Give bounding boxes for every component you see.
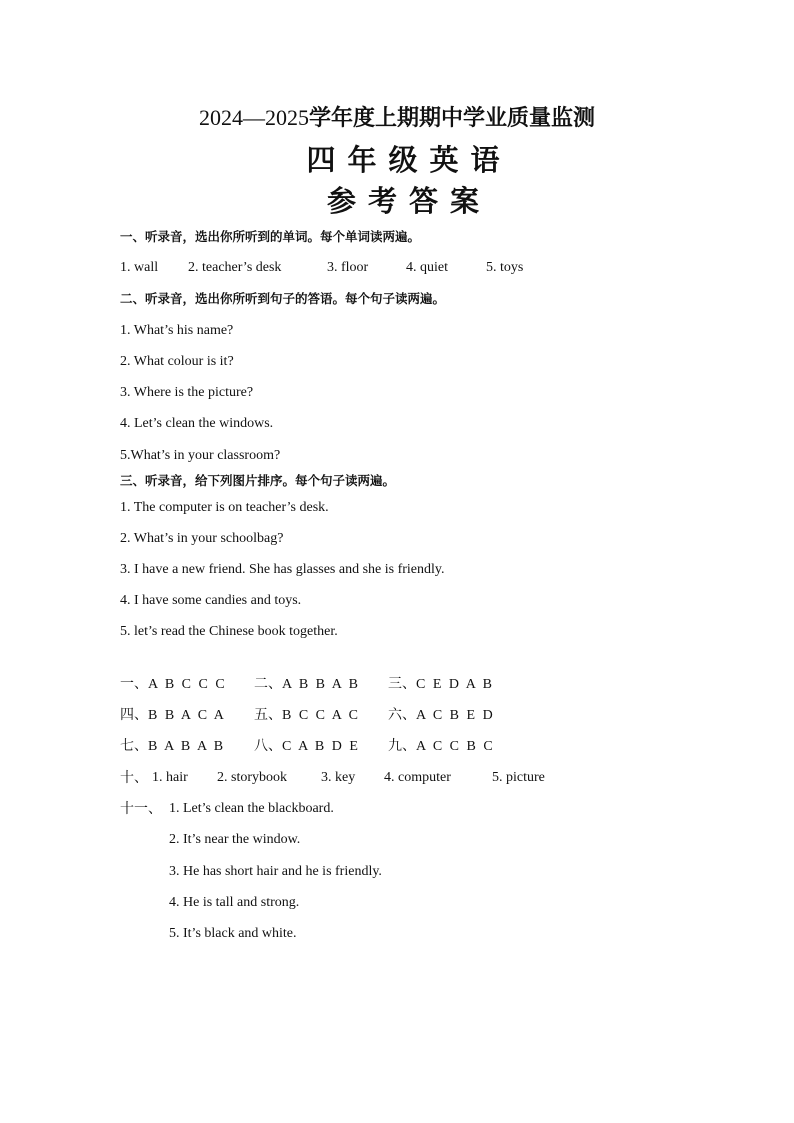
question-number: 六、 (388, 707, 416, 723)
ten-item: 4. computer (384, 770, 451, 785)
answer-letters: C E D A B (416, 677, 494, 692)
exam-title (0, 103, 794, 133)
section3-item: 3. I have a new friend. She has glasses and she is friendly. (120, 562, 445, 577)
question-number: 三、 (388, 676, 416, 692)
answer-letters: A C B E D (416, 708, 495, 723)
question-number: 一、 (120, 676, 148, 692)
answer-letters: A B B A B (282, 677, 360, 692)
eleven-item: 4. He is tall and strong. (169, 895, 300, 910)
year-range: 2024—2025 (198, 105, 309, 130)
section2-item: 2. What colour is it? (120, 354, 234, 369)
question-number: 七、 (120, 738, 148, 754)
ten-item: 5. picture (492, 770, 545, 785)
answer-letters: B A B A B (148, 739, 226, 754)
section2-item: 3. Where is the picture? (120, 385, 254, 400)
answer-letters: A B C C C (148, 677, 227, 692)
section3-heading: 三、听录音，给下列图片排序。每个句子读两遍。 (120, 473, 396, 488)
question-number: 二、 (254, 676, 282, 692)
exam-name: 学年度上期期中学业质量监测 (308, 105, 595, 131)
question-number: 十一、 (120, 801, 162, 817)
question-number: 四、 (120, 707, 148, 723)
question-number: 九、 (388, 738, 416, 754)
section2-item: 1. What’s his name? (120, 323, 234, 338)
eleven-item: 1. Let’s clean the blackboard. (169, 801, 334, 816)
section3-item: 4. I have some candies and toys. (120, 593, 302, 608)
question-number: 八、 (254, 738, 282, 754)
section1-item: 2. teacher’s desk (188, 260, 282, 275)
section1-item: 5. toys (486, 260, 524, 275)
eleven-item: 3. He has short hair and he is friendly. (169, 864, 382, 879)
section2-item: 5.What’s in your classroom? (120, 448, 281, 463)
ten-item: 2. storybook (217, 770, 287, 785)
answer-letters: B B A C A (148, 708, 226, 723)
section1-heading: 一、听录音，选出你所听到的单词。每个单词读两遍。 (120, 229, 421, 244)
ten-item: 3. key (321, 770, 356, 785)
answer-letters: C A B D E (282, 739, 360, 754)
section2-heading: 二、听录音，选出你所听到句子的答语。每个句子读两遍。 (120, 291, 446, 306)
question-number: 十、 (120, 770, 148, 786)
section3-item: 1. The computer is on teacher’s desk. (120, 500, 329, 515)
section1-item: 4. quiet (406, 260, 448, 275)
question-number: 五、 (254, 707, 282, 723)
section1-item: 1. wall (120, 260, 159, 275)
answer-letters: A C C B C (416, 739, 495, 754)
section1-item: 3. floor (327, 260, 369, 275)
grade-subject-title: 四年级英语 (306, 143, 512, 177)
eleven-item: 5. It’s black and white. (169, 926, 297, 941)
section2-item: 4. Let’s clean the windows. (120, 416, 274, 431)
ten-item: 1. hair (152, 770, 188, 785)
section3-item: 5. let’s read the Chinese book together. (120, 624, 338, 639)
answer-letters: B C C A C (282, 708, 360, 723)
eleven-item: 2. It’s near the window. (169, 832, 301, 847)
section3-item: 2. What’s in your schoolbag? (120, 531, 284, 546)
answer-key-title: 参考答案 (326, 184, 491, 218)
